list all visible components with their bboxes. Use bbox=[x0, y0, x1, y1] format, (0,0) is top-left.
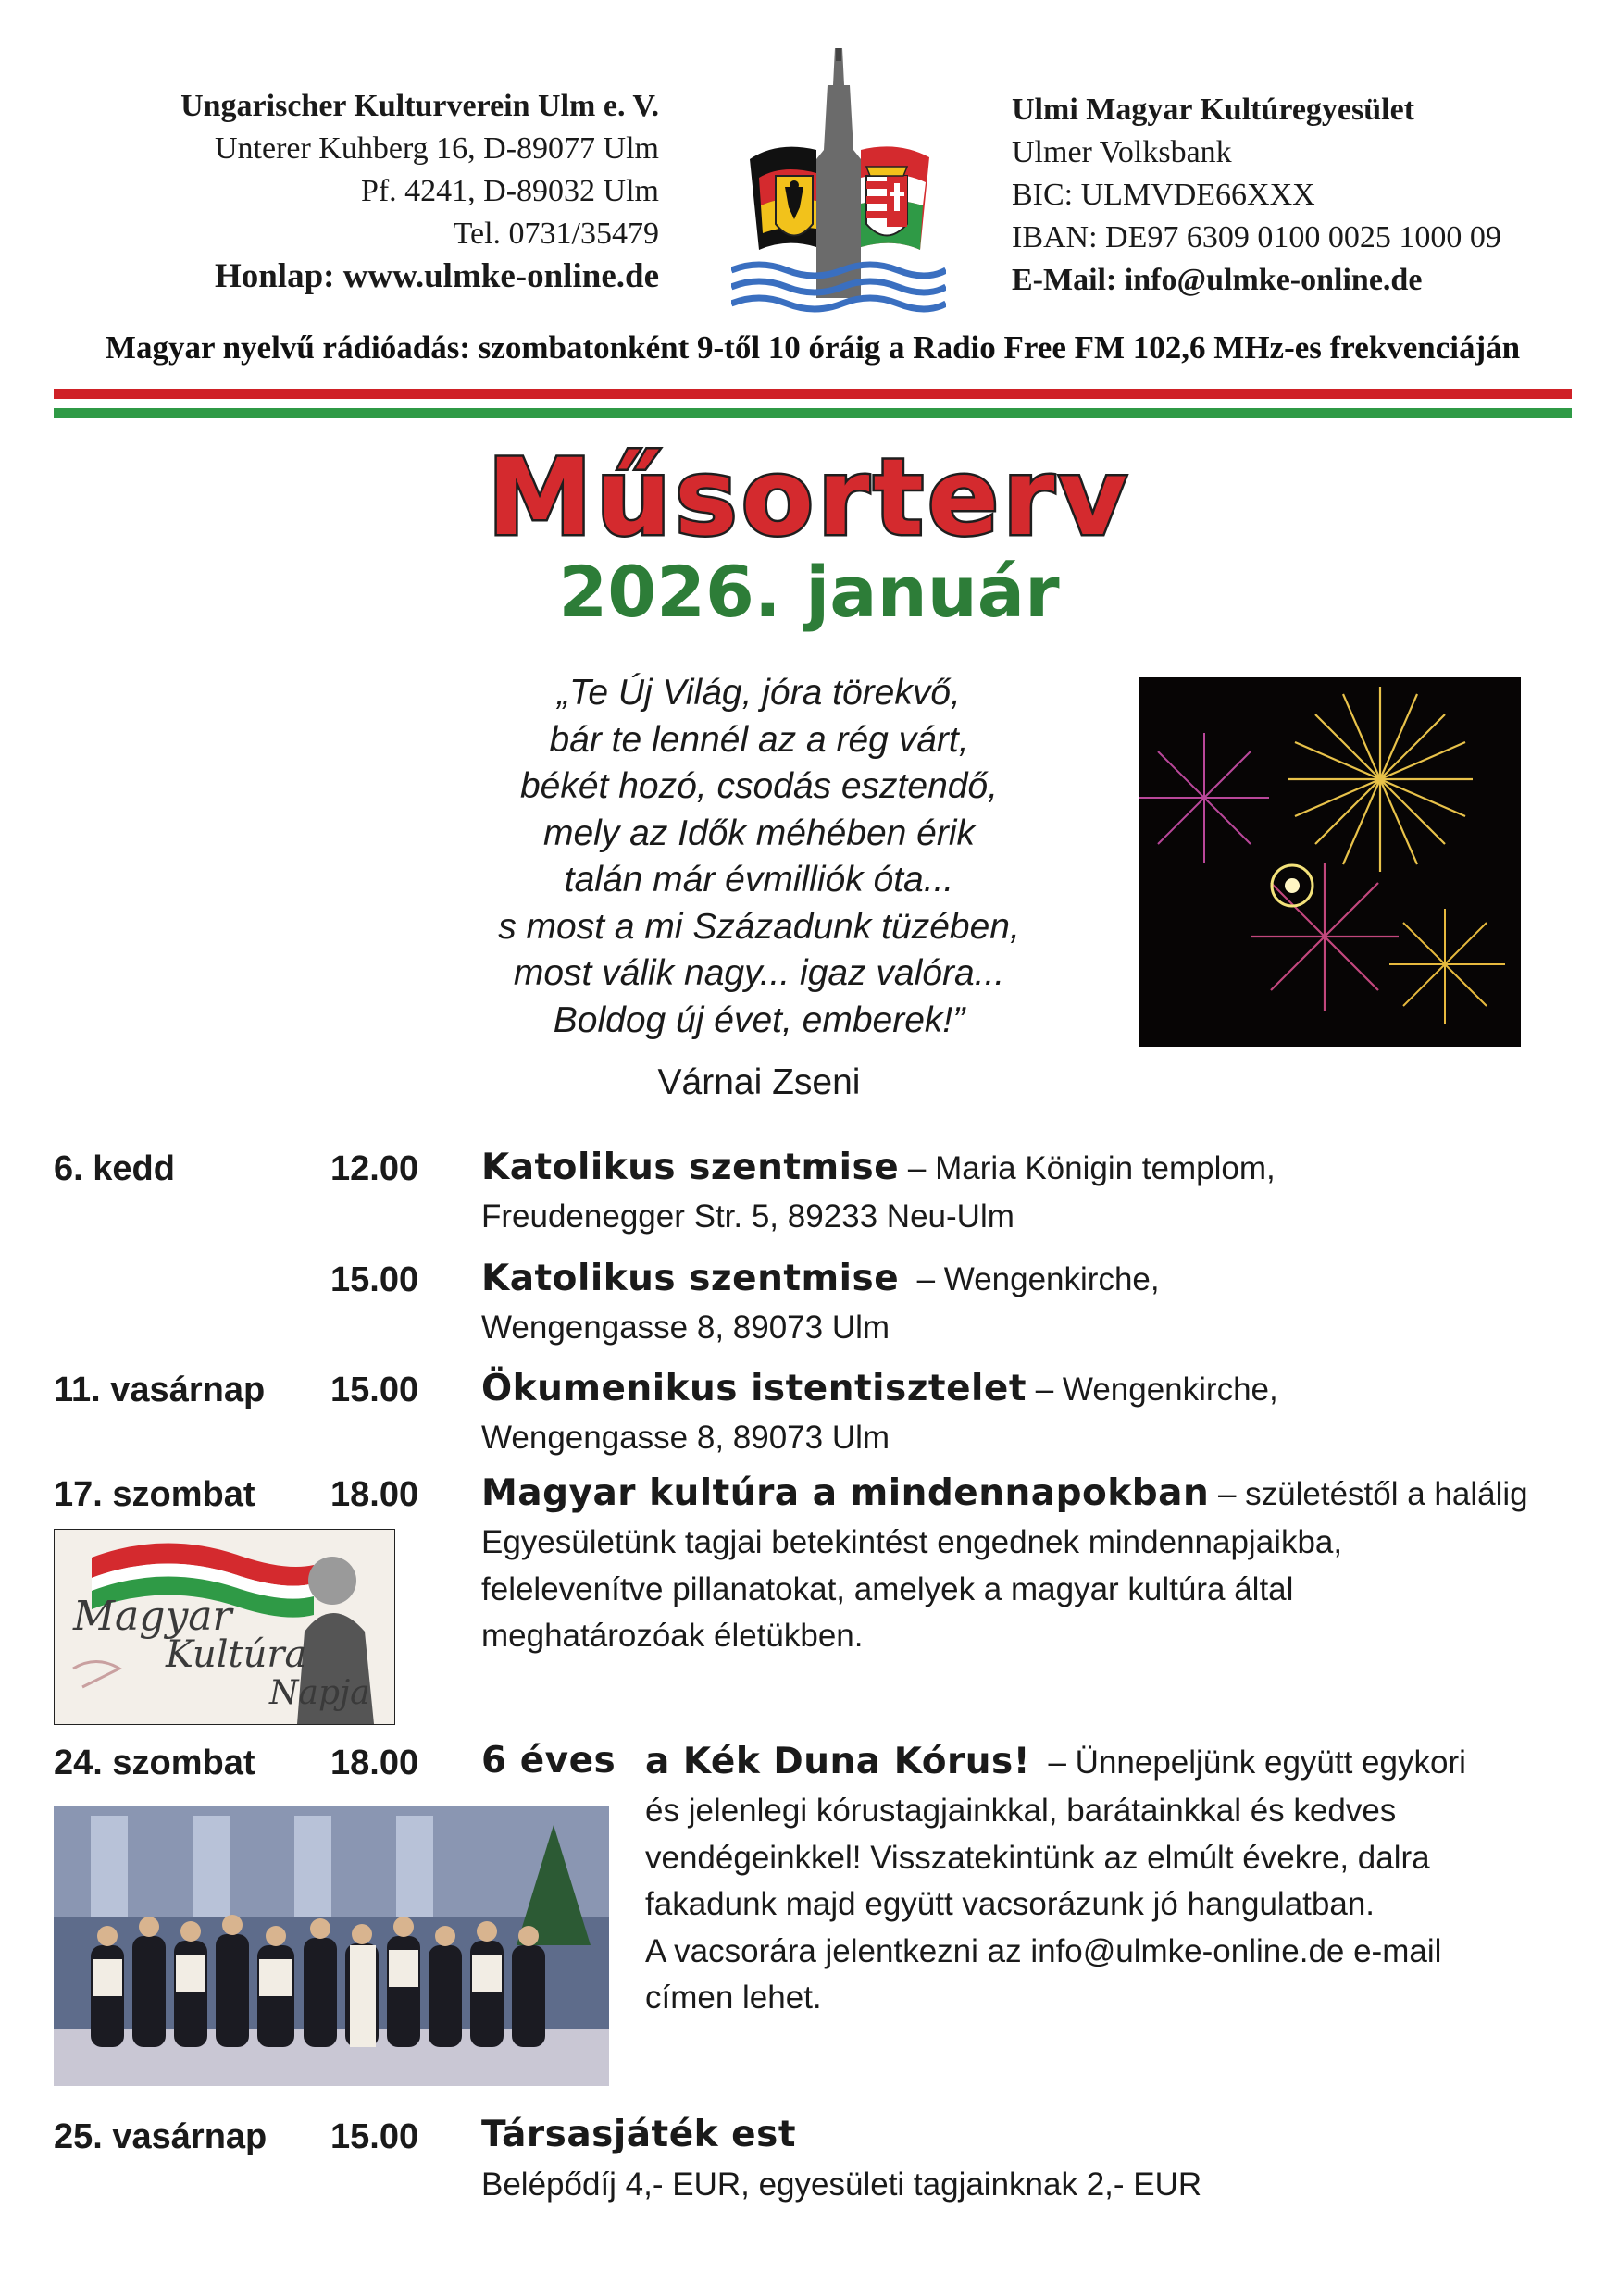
kultura-word-magyar: Magyar bbox=[73, 1593, 232, 1640]
poem-line: békét hozó, csodás esztendő, bbox=[519, 766, 998, 806]
event-title: Katolikus szentmise bbox=[481, 1147, 900, 1188]
event-day: 17. szombat bbox=[54, 1475, 255, 1514]
fireworks-image bbox=[1139, 677, 1521, 1047]
event-time: 18.00 bbox=[330, 1744, 419, 1782]
event-item bbox=[481, 1471, 1528, 1519]
event-time: 15.00 bbox=[330, 2117, 419, 2156]
event-time: 12.00 bbox=[330, 1149, 419, 1188]
iban-code: IBAN: DE97 6309 0100 0025 1000 09 bbox=[1012, 220, 1501, 254]
event-separator: – bbox=[899, 1261, 944, 1297]
poem-line: bár te lennél az a rég várt, bbox=[549, 719, 969, 760]
event-detail-line: fakadunk majd együtt vacsorázunk jó hangulatban. bbox=[645, 1886, 1375, 1922]
poem-author: Várnai Zseni bbox=[657, 1062, 861, 1102]
event-detail: Wengenkirche, bbox=[1062, 1371, 1278, 1408]
choir-photo bbox=[54, 1806, 609, 2086]
kultura-word-napja: Napja bbox=[269, 1674, 370, 1712]
event-title: Magyar kultúra a mindennapokban bbox=[481, 1472, 1210, 1514]
org-name-hungarian: Ulmi Magyar Kultúregyesület bbox=[1012, 93, 1415, 127]
event-item bbox=[645, 1740, 1466, 1787]
event-title: Társasjáték est bbox=[481, 2114, 796, 2155]
poem-line: mely az Idők méhében érik bbox=[542, 813, 976, 853]
event-item bbox=[481, 1146, 1276, 1193]
club-crest-logo bbox=[731, 48, 946, 316]
event-day: 11. vasárnap bbox=[54, 1371, 266, 1409]
bank-block-hungarian bbox=[1012, 89, 1604, 302]
event-detail-line: felelevenítve pillanatokat, amelyek a magyar kultúra által bbox=[481, 1570, 1294, 1607]
event-title: a Kék Duna Kórus! bbox=[645, 1741, 1031, 1782]
event-item bbox=[481, 1257, 1160, 1304]
event-title: Katolikus szentmise bbox=[481, 1258, 900, 1299]
event-detail: Wengengasse 8, 89073 Ulm bbox=[481, 1309, 890, 1346]
poem-line: „Te Új Világ, jóra törekvő, bbox=[557, 673, 961, 713]
email-link[interactable]: E-Mail: info@ulmke-online.de bbox=[1012, 263, 1423, 297]
magyar-kultura-napja-image bbox=[54, 1529, 395, 1725]
event-separator: – bbox=[899, 1150, 936, 1186]
po-box: Pf. 4241, D-89032 Ulm bbox=[360, 174, 659, 208]
event-day: 24. szombat bbox=[54, 1744, 255, 1782]
event-separator: – bbox=[1027, 1371, 1063, 1408]
bic-code: BIC: ULMVDE66XXX bbox=[1012, 178, 1315, 212]
bank-name: Ulmer Volksbank bbox=[1012, 135, 1232, 169]
event-detail-line: címen lehet. bbox=[645, 1980, 822, 2016]
event-separator: – bbox=[1030, 1744, 1076, 1781]
phone-number: Tel. 0731/35479 bbox=[453, 217, 659, 251]
event-detail-line: Egyesületünk tagjai betekintést engednek mindennapjaikba, bbox=[481, 1524, 1343, 1560]
org-name-german: Ungarischer Kulturverein Ulm e. V. bbox=[180, 89, 659, 123]
event-item bbox=[481, 1367, 1278, 1414]
event-detail: Belépődíj 4,- EUR, egyesületi tagjainknak 2,- EUR bbox=[481, 2166, 1202, 2203]
event-day: 25. vasárnap bbox=[54, 2117, 268, 2156]
flag-stripe-red bbox=[54, 389, 1572, 399]
event-title-part: 6 éves bbox=[481, 1740, 616, 1781]
kultura-word-kultura: Kultúra bbox=[166, 1633, 307, 1676]
poem-line: most válik nagy... igaz valóra... bbox=[513, 953, 1005, 993]
event-title: Ökumenikus istentisztelet bbox=[481, 1368, 1027, 1409]
page-title: Műsorterv bbox=[487, 436, 1131, 559]
radio-broadcast-note: Magyar nyelvű rádióadás: szombatonként 9-től 10 óráig a Radio Free FM 102,6 MHz-es frekvenciáján bbox=[105, 329, 1521, 366]
street-address: Unterer Kuhberg 16, D-89077 Ulm bbox=[214, 131, 659, 166]
address-block-german bbox=[93, 85, 659, 298]
event-detail: Wengengasse 8, 89073 Ulm bbox=[481, 1420, 890, 1456]
poem-line: s most a mi Századunk tüzében, bbox=[498, 906, 1020, 947]
poem-line: Boldog új évet, emberek!” bbox=[553, 999, 965, 1040]
poem-line: talán már évmilliók óta... bbox=[564, 860, 954, 900]
event-detail: Ünnepeljünk együtt egykori bbox=[1075, 1744, 1466, 1781]
event-detail-line: és jelenlegi kórustagjainkkal, barátainkkal és kedves bbox=[645, 1793, 1397, 1829]
event-day: 6. kedd bbox=[54, 1149, 175, 1188]
event-detail bbox=[645, 1788, 1441, 2022]
event-detail-line: meghatározóak életükben. bbox=[481, 1618, 864, 1654]
event-detail: Maria Königin templom, bbox=[935, 1150, 1276, 1186]
event-time: 18.00 bbox=[330, 1475, 419, 1514]
poem bbox=[407, 670, 1111, 1044]
flag-stripe-white bbox=[54, 399, 1572, 408]
event-detail: Freudenegger Str. 5, 89233 Neu-Ulm bbox=[481, 1198, 1014, 1235]
event-detail-line: vendégeinkkel! Visszatekintünk az elmúlt évekre, dalra bbox=[645, 1839, 1430, 1876]
event-detail: Wengenkirche, bbox=[943, 1261, 1160, 1297]
flag-stripe-green bbox=[54, 408, 1572, 418]
website-link[interactable]: Honlap: www.ulmke-online.de bbox=[214, 257, 659, 295]
event-time: 15.00 bbox=[330, 1371, 419, 1409]
event-detail bbox=[481, 1520, 1342, 1660]
page-subtitle-month: 2026. január bbox=[558, 551, 1060, 633]
event-separator: – bbox=[1209, 1476, 1246, 1512]
event-detail: születéstől a halálig bbox=[1245, 1476, 1528, 1512]
event-detail-line: A vacsorára jelentkezni az info@ulmke-online.de e-mail bbox=[645, 1932, 1442, 1969]
event-time: 15.00 bbox=[330, 1260, 419, 1299]
